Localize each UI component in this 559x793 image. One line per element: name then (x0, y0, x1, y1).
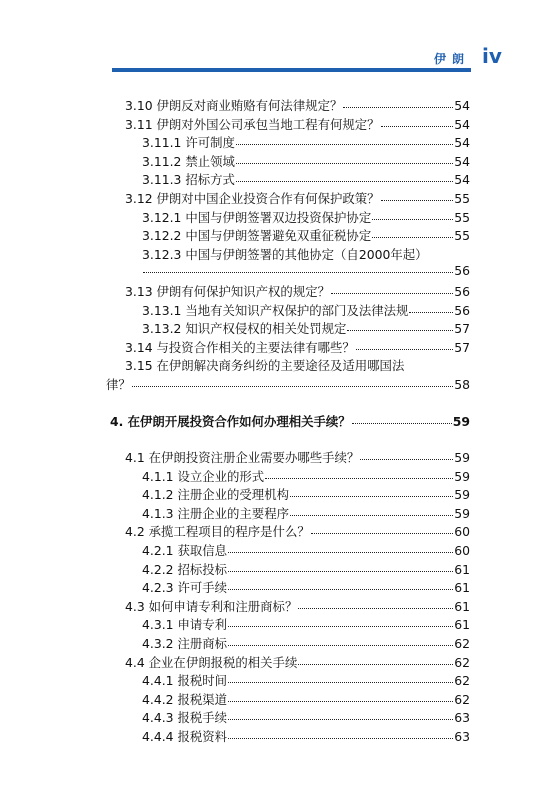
table-of-contents (106, 96, 470, 746)
toc-entry[interactable] (116, 597, 470, 616)
toc-entry-label: 3.11 伊朗对外国公司承包当地工程有何规定？ (125, 116, 380, 132)
toc-entry[interactable] (116, 690, 470, 709)
toc-entry-page: 63 (454, 729, 470, 744)
toc-entry[interactable] (116, 727, 470, 746)
toc-entry-label: 4.2.3 许可手续 (142, 580, 228, 596)
dot-leader (352, 423, 452, 424)
toc-entry-page: 61 (454, 580, 470, 596)
page-number: iv (482, 44, 502, 68)
toc-entry-label: 3.15 在伊朗解决商务纠纷的主要途径及适用哪国法 (125, 358, 405, 374)
toc-entry[interactable] (116, 133, 470, 152)
toc-entry-label: 4.1.1 设立企业的形式 (142, 468, 265, 484)
toc-entry[interactable] (116, 338, 470, 357)
header-rule (112, 68, 471, 72)
toc-entry-page: 59 (452, 413, 470, 429)
dot-leader (228, 626, 453, 627)
toc-entry-continuation[interactable] (116, 263, 470, 282)
dot-leader (331, 293, 453, 294)
toc-entry-label: 4.1.3 注册企业的主要程序 (142, 505, 289, 521)
toc-entry[interactable] (116, 653, 470, 672)
dot-leader (298, 664, 453, 665)
toc-entry[interactable] (116, 301, 470, 320)
dot-leader (409, 312, 453, 313)
dot-leader (228, 738, 453, 739)
toc-entry-label: 4.4.4 报税资料 (142, 729, 228, 744)
toc-entry[interactable] (116, 467, 470, 486)
toc-entry-page: 59 (454, 450, 470, 466)
toc-entry[interactable] (116, 578, 470, 597)
toc-entry-page: 61 (454, 617, 470, 633)
toc-entry-page: 55 (454, 228, 470, 244)
toc-entry[interactable] (116, 208, 470, 227)
toc-entry[interactable] (116, 708, 470, 727)
toc-entry-page: 60 (454, 524, 470, 540)
toc-entry-page: 55 (454, 190, 470, 206)
toc-entry-label: 4.3.2 注册商标 (142, 636, 228, 652)
toc-entry-label: 4.4.2 报税渠道 (142, 691, 228, 707)
toc-entry[interactable] (116, 226, 470, 245)
dot-leader (228, 719, 453, 720)
dot-leader (343, 107, 453, 108)
running-header-title: 伊朗 (433, 52, 470, 66)
toc-entry[interactable] (116, 170, 470, 189)
toc-entry[interactable] (116, 485, 470, 504)
dot-leader (236, 181, 453, 182)
toc-entry-page: 63 (454, 710, 470, 726)
toc-entry[interactable] (116, 504, 470, 523)
toc-entry-page: 56 (454, 263, 470, 279)
toc-entry-page: 54 (454, 153, 470, 169)
dot-leader (290, 496, 453, 497)
toc-entry[interactable] (116, 522, 470, 541)
toc-entry-label: 3.12 伊朗对中国企业投资合作有何保护政策？ (125, 190, 380, 206)
toc-entry-label: 3.13.1 当地有关知识产权保护的部门及法律法规 (142, 302, 409, 318)
toc-entry-label: 3.13 伊朗有何保护知识产权的规定？ (125, 283, 330, 299)
toc-entry-page: 56 (454, 302, 470, 318)
toc-entry-page: 62 (454, 654, 470, 670)
toc-entry[interactable] (116, 671, 470, 690)
toc-entry[interactable] (116, 560, 470, 579)
dot-leader (228, 552, 453, 553)
dot-leader (381, 126, 454, 127)
toc-entry-page: 60 (454, 543, 470, 559)
toc-entry-label: 4.3.1 申请专利 (142, 617, 228, 633)
dot-leader (236, 144, 453, 145)
toc-entry[interactable] (116, 96, 470, 115)
dot-leader (290, 515, 453, 516)
dot-leader (372, 219, 453, 220)
dot-leader (311, 533, 453, 534)
dot-leader (360, 459, 453, 460)
toc-entry-label: 3.11.3 招标方式 (142, 172, 235, 188)
toc-entry-page: 62 (454, 673, 470, 689)
dot-leader (228, 682, 453, 683)
dot-leader (132, 386, 453, 387)
section-gap (116, 394, 470, 412)
toc-entry-page: 54 (454, 98, 470, 113)
toc-entry-label: 4.1 在伊朗投资注册企业需要办哪些手续？ (125, 450, 360, 466)
toc-entry-label: 4.2.2 招标投标 (142, 561, 228, 577)
toc-entry-label: 4.3 如何申请专利和注册商标？ (125, 598, 298, 614)
toc-entry[interactable] (116, 634, 470, 653)
toc-entry-page: 56 (454, 283, 470, 299)
toc-entry-page: 59 (454, 468, 470, 484)
dot-leader (228, 571, 453, 572)
toc-entry-continuation[interactable] (106, 375, 470, 394)
dot-leader (143, 272, 453, 273)
section-gap (116, 430, 470, 448)
dot-leader (228, 645, 453, 646)
toc-entry[interactable] (116, 356, 470, 375)
toc-entry[interactable] (116, 448, 470, 467)
toc-entry-page: 57 (454, 339, 470, 355)
toc-entry-label: 3.12.1 中国与伊朗签署双边投资保护协定 (142, 209, 372, 225)
dot-leader (347, 330, 453, 331)
toc-entry-label: 4.4.3 报税手续 (142, 710, 228, 726)
toc-entry-label: 4.2 承揽工程项目的程序是什么？ (125, 524, 310, 540)
toc-entry-page: 58 (454, 376, 470, 392)
toc-entry-page: 59 (454, 505, 470, 521)
toc-entry-label: 3.12.2 中国与伊朗签署避免双重征税协定 (142, 228, 372, 244)
toc-entry-label: 3.11.2 禁止领域 (142, 153, 235, 169)
toc-entry-label: 3.10 伊朗反对商业贿赂有何法律规定？ (125, 98, 343, 113)
dot-leader (356, 349, 453, 350)
toc-entry-label: 4.4.1 报税时间 (142, 673, 228, 689)
toc-entry-page: 54 (454, 116, 470, 132)
toc-entry[interactable] (116, 189, 470, 208)
dot-leader (372, 237, 453, 238)
dot-leader (265, 478, 453, 479)
toc-entry-page: 59 (454, 487, 470, 503)
toc-entry-label-continued: 律？ (106, 376, 131, 392)
toc-entry-page: 54 (454, 135, 470, 151)
toc-entry[interactable] (116, 282, 470, 301)
toc-entry-label: 3.11.1 许可制度 (142, 135, 235, 151)
toc-entry-page: 62 (454, 691, 470, 707)
dot-leader (228, 701, 453, 702)
toc-entry-page: 61 (454, 561, 470, 577)
toc-entry-label: 3.14 与投资合作相关的主要法律有哪些？ (125, 339, 355, 355)
toc-entry-label: 4.1.2 注册企业的受理机构 (142, 487, 289, 503)
toc-entry[interactable] (116, 541, 470, 560)
dot-leader (298, 608, 453, 609)
toc-entry-page: 62 (454, 636, 470, 652)
toc-entry-page: 55 (454, 209, 470, 225)
toc-entry-label: 3.13.2 知识产权侵权的相关处罚规定 (142, 321, 347, 337)
toc-entry-page: 54 (454, 172, 470, 188)
toc-entry[interactable] (116, 152, 470, 171)
toc-entry[interactable] (116, 115, 470, 134)
toc-entry[interactable] (116, 615, 470, 634)
toc-entry-page: 61 (454, 598, 470, 614)
toc-entry-page: 57 (454, 321, 470, 337)
toc-entry-label: 4.4 企业在伊朗报税的相关手续 (125, 654, 298, 670)
toc-entry-label: 4.2.1 获取信息 (142, 543, 228, 559)
dot-leader (381, 200, 454, 201)
dot-leader (236, 163, 453, 164)
toc-entry[interactable] (110, 412, 470, 431)
toc-entry[interactable] (116, 245, 470, 264)
toc-entry[interactable] (116, 319, 470, 338)
toc-entry-label: 4. 在伊朗开展投资合作如何办理相关手续？ (110, 413, 351, 429)
dot-leader (228, 589, 453, 590)
toc-entry-label: 3.12.3 中国与伊朗签署的其他协定（自2000年起） (142, 246, 428, 262)
